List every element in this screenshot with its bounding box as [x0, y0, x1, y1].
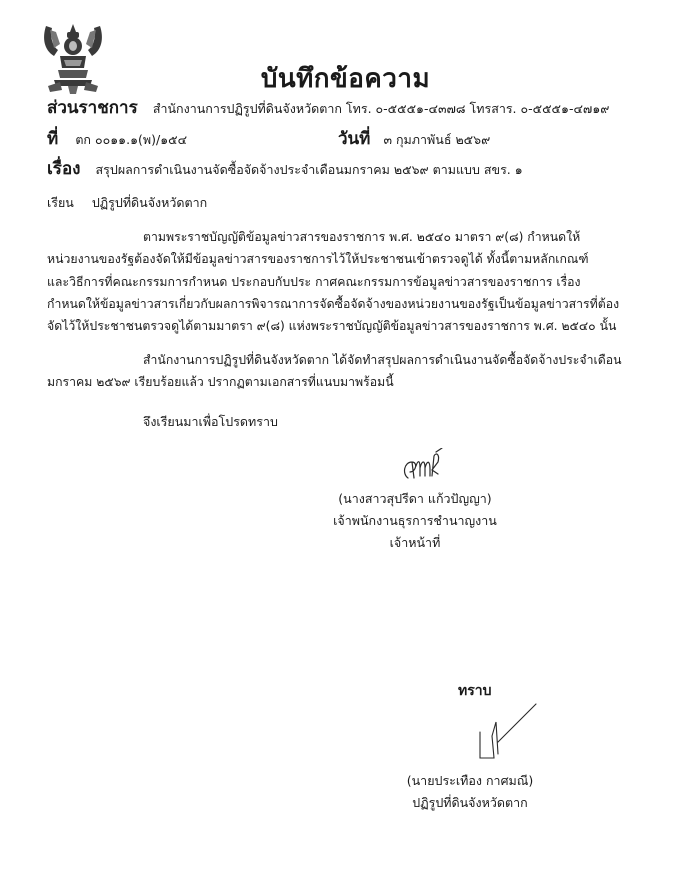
date-value: ๓ กุมภาพันธ์ ๒๕๖๙ [383, 132, 491, 147]
department-label: ส่วนราชการ [47, 98, 138, 118]
subject-row [47, 155, 523, 182]
acknowledgement-label: ทราบ [458, 683, 492, 699]
acknowledger-position: ปฏิรูปที่ดินจังหวัดตาก [412, 795, 528, 810]
salutation [47, 193, 207, 213]
salutation-value: ปฏิรูปที่ดินจังหวัดตาก [91, 195, 208, 210]
paragraph-line: มกราคม ๒๕๖๙ เรียบร้อยแล้ว ปรากฏตามเอกสารที่แนบมาพร้อมนี้ [47, 375, 394, 390]
paragraph-line: จัดไว้ให้ประชาชนตรวจดูได้ตามมาตรา ๙(๘) แห่งพระราชบัญญัติข้อมูลข่าวสารของราชการ พ.ศ. ๒๕๔๐ นั้น [47, 319, 617, 334]
signer-block [330, 488, 500, 554]
department-value: สำนักงานการปฏิรูปที่ดินจังหวัดตาก โทร. ๐-๕๕๕๑-๔๓๗๘ โทรสาร. ๐-๕๕๕๑-๔๗๑๙ [152, 101, 610, 116]
date-label: วันที่ [338, 129, 371, 149]
subject-label: เรื่อง [47, 159, 81, 179]
reference-row [47, 125, 187, 152]
reference-value: ตก ๐๐๑๑.๑(พ)/๑๕๔ [75, 132, 188, 147]
subject-value: สรุปผลการดำเนินงานจัดซื้อจัดจ้างประจำเดือนมกราคม ๒๕๖๙ ตามแบบ สขร. ๑ [95, 162, 523, 177]
memo-title: บันทึกข้อความ [260, 64, 431, 94]
paragraph-line: ตามพระราชบัญญัติข้อมูลข่าวสารของราชการ พ.ศ. ๒๕๔๐ มาตรา ๙(๘) กำหนดให้ [143, 230, 581, 244]
paragraph-summary [47, 349, 667, 394]
signer-position: เจ้าพนักงานธุรการชำนาญงาน [333, 513, 497, 528]
salutation-label: เรียน [47, 195, 74, 210]
department-row [47, 94, 609, 121]
signature-icon [470, 702, 540, 762]
paragraph-line: หน่วยงานของรัฐต้องจัดให้มีข้อมูลข่าวสารของราชการไว้ให้ประชาชนเข้าตรวจดูได้ ทั้งนี้ตามหลักเกณฑ์ [47, 252, 589, 267]
signer-name: (นางสาวสุปรีดา แก้วปัญญา) [338, 491, 492, 506]
acknowledger-block [395, 770, 545, 814]
paragraph-line: และวิธีการที่คณะกรรมการกำหนด ประกอบกับประ กาศคณะกรรมการข้อมูลข่าวสารของราชการ เรื่อง [47, 274, 581, 289]
closing-text: จึงเรียนมาเพื่อโปรดทราบ [143, 414, 278, 429]
paragraph-line: กำหนดให้ข้อมูลข่าวสารเกี่ยวกับผลการพิจารณาการจัดซื้อจัดจ้างของหน่วยงานของรัฐเป็นข้อมูลข่าวสารที่ต้อง [47, 296, 620, 311]
acknowledger-name: (นายประเทือง กาศมณี) [406, 773, 534, 788]
signature-icon [398, 448, 444, 486]
date-row [338, 125, 490, 152]
signer-role: เจ้าหน้าที่ [389, 535, 441, 550]
paragraph-line: สำนักงานการปฏิรูปที่ดินจังหวัดตาก ได้จัดทำสรุปผลการดำเนินงานจัดซื้อจัดจ้างประจำเดือน [143, 353, 622, 367]
paragraph-legal-basis [47, 226, 667, 337]
reference-label: ที่ [47, 129, 59, 149]
